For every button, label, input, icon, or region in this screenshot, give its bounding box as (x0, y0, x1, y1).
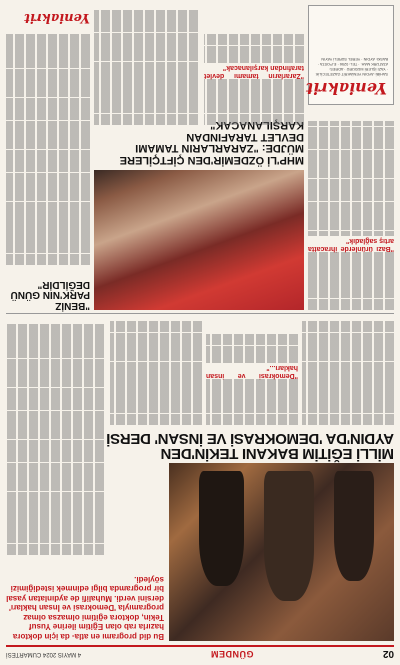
story2-pullquote: "Zararların tamamı devlet tarafından karşılanacak" (204, 63, 304, 79)
story1-photo (169, 463, 394, 641)
story2-column-2 (94, 7, 198, 125)
story2-headline: MHP'Lİ ÖZDEMİR'DEN ÇİFTÇİLERE MÜJDE: "ZARARLARIN TAMAMI DEVLET TARAFINDAN KARŞILANACAK" (119, 119, 304, 166)
story3-headline: "BENİZ PARK'NIN GÜNÜ DEĞİLDİR" (10, 279, 90, 311)
story3-column (6, 30, 90, 265)
story1-column-3 (110, 317, 202, 425)
story1-column-2 (206, 317, 298, 425)
story1-headline-line1: MİLLİ EĞİTİM BAKANI TEKİN'DEN (160, 445, 394, 462)
page-header (6, 645, 394, 661)
masthead-info: SAHİBİ: AYDIN YENİAKRİT GAZETECİLİK · YAZI İŞLERİ MÜDÜRÜ · ADRES: ATATÜRK MAH. · TEL: 0256 · E-POSTA · BASKI: AYDIN · YEREL SÜRELİ YAYIN (315, 57, 388, 76)
story1-column-4 (6, 317, 104, 555)
story2-column-1 (204, 7, 304, 125)
story1-headline (104, 431, 394, 461)
section-title: GÜNDEM (210, 649, 254, 659)
story1-deck: Bu did programı en atla- da için doktora hazırla rab olan Eğitim ilerine Yusuf Tekin, doktora eğitimi olmazsa olmaz programıyla 'Demokrasi ve İnsan hakları' dersini verdi. Muhalifi de aydınlatan yasal bir programda bilgi edinmek istediğimizi söyledi. (6, 575, 164, 641)
sidebar-pullquote: "Bazı ürünlerde ihracatta artış sağladık" (308, 237, 394, 253)
story1-pullquote: "Demokrasi ve insan hakları..." (206, 363, 298, 379)
sidebar-column (308, 110, 394, 310)
page-date: 4 MAYIS 2024 CUMARTESİ (6, 651, 82, 657)
masthead-logo: Yeniakrit (305, 79, 387, 98)
story2-photo (94, 170, 304, 310)
page-number: 02 (382, 648, 394, 660)
masthead-box (305, 5, 394, 105)
footer-logo: Yeniakrit (23, 10, 90, 25)
section-divider (6, 313, 394, 314)
story1-column-1 (302, 317, 394, 425)
story1-headline-line2: AYDIN'DA 'DEMOKRASİ VE İNSAN' DERSİ (106, 430, 394, 447)
